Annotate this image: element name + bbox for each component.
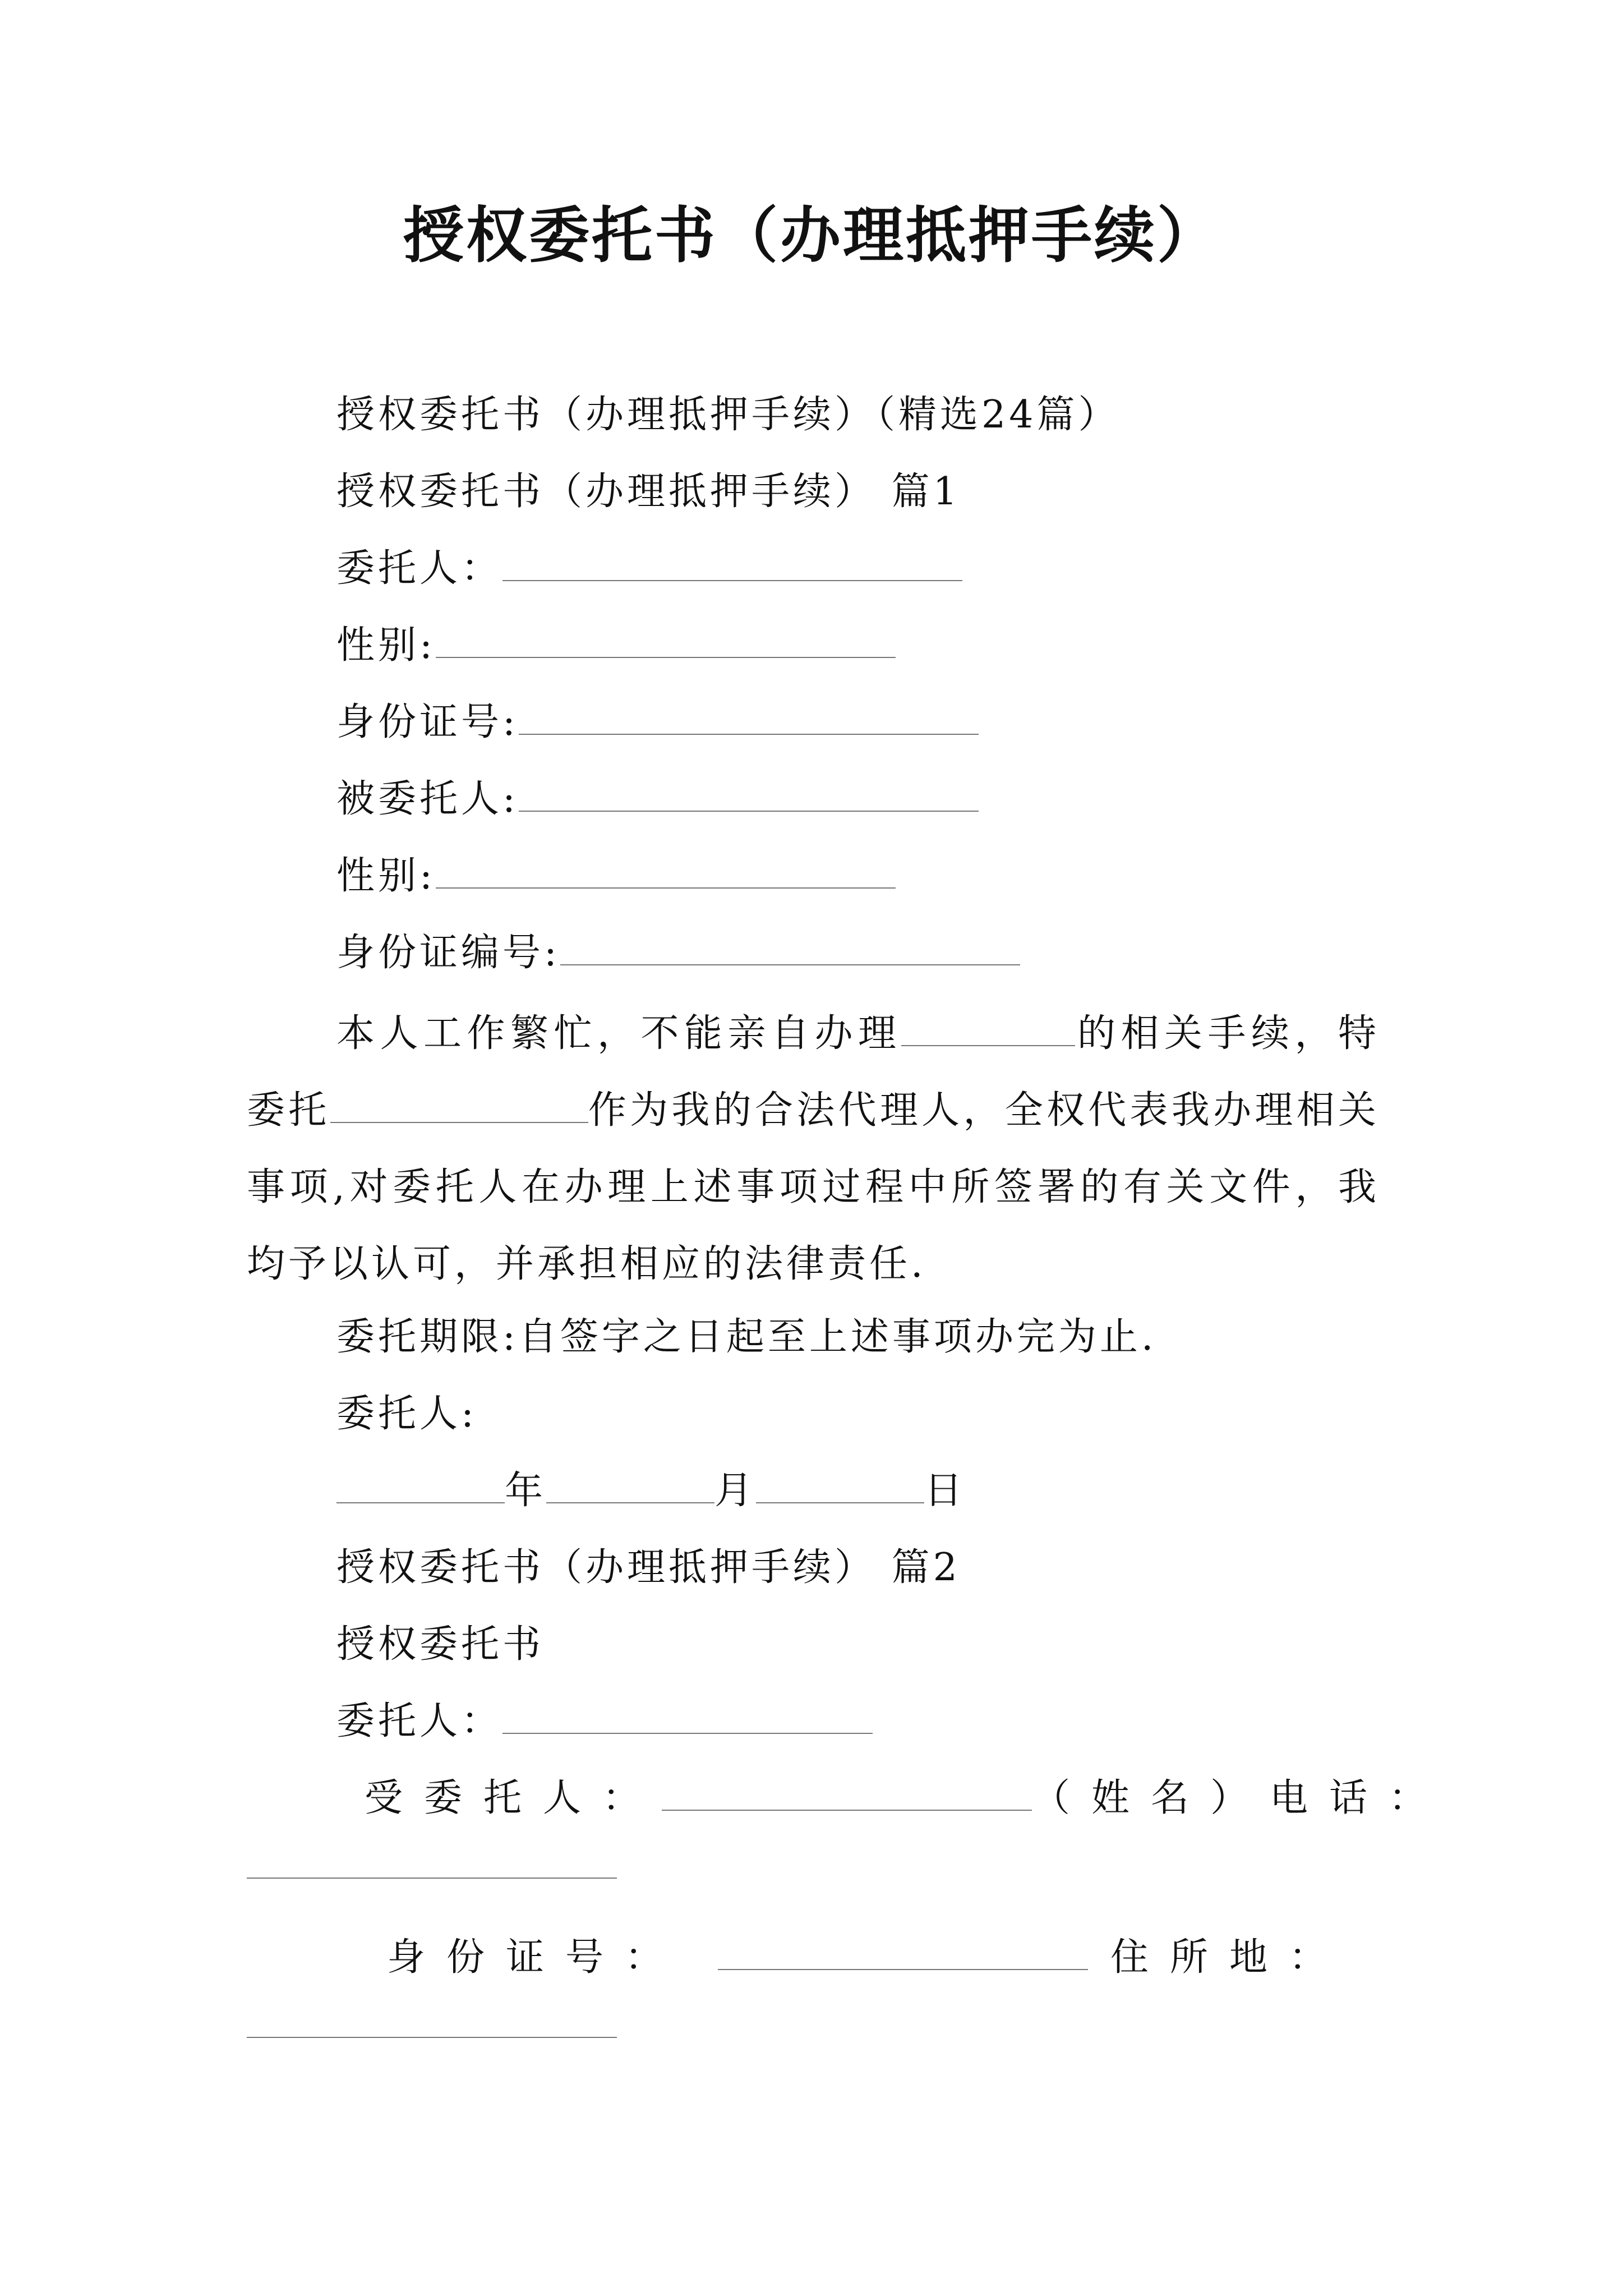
id-blank-1[interactable] — [519, 702, 979, 735]
section2-address-blank[interactable] — [247, 2005, 617, 2038]
section2-principal-field — [336, 1696, 873, 1747]
gender-blank-2[interactable] — [436, 856, 896, 889]
document-title: 授权委托书（办理抵押手续） — [403, 200, 1220, 271]
paragraph-part-2: 的相关手续，特委托 — [247, 1011, 1380, 1133]
section2-id-field — [387, 1932, 1348, 1983]
id-label-2: 身份证编号: — [336, 931, 560, 975]
section2-id-label: 身份证号： — [387, 1935, 685, 1980]
signature-label: 委托人: — [336, 1392, 477, 1436]
section2-principal-label: 委托人： — [336, 1699, 503, 1743]
authorization-paragraph — [247, 995, 1380, 1303]
section2-agent-field — [365, 1773, 1448, 1824]
agent-field — [336, 774, 979, 825]
day-label: 日 — [924, 1469, 966, 1513]
gender-blank-1[interactable] — [436, 625, 896, 658]
gender-field-1 — [336, 620, 896, 671]
id-blank-2[interactable] — [560, 933, 1020, 965]
year-label: 年 — [505, 1469, 547, 1513]
id-field-2 — [336, 928, 1020, 978]
month-label: 月 — [714, 1469, 757, 1513]
paragraph-part-3: 作为我的合法代理人，全权代表我办理相关事项,对委托人在办理上述事项过程中所签署的有关文件，我均予以认可，并承担相应的法律责任. — [247, 1088, 1380, 1286]
principal-field — [336, 544, 962, 594]
date-line — [336, 1466, 966, 1516]
term-line: 委托期限:自签字之日起至上述事项办完为止. — [336, 1315, 1157, 1359]
matter-blank[interactable] — [901, 1014, 1075, 1046]
year-blank[interactable] — [336, 1471, 505, 1503]
agent-blank[interactable] — [519, 779, 979, 812]
section2-doc-title: 授权委托书 — [336, 1622, 545, 1667]
section2-heading: 授权委托书（办理抵押手续） 篇2 — [336, 1545, 961, 1590]
section2-id-blank[interactable] — [718, 1938, 1088, 1970]
section2-phone-line — [247, 1841, 617, 1892]
gender-field-2 — [336, 851, 896, 901]
gender-label-2: 性别: — [336, 854, 436, 898]
month-blank[interactable] — [546, 1471, 714, 1503]
id-field-1 — [336, 697, 979, 748]
principal-label: 委托人： — [336, 546, 503, 591]
section2-address-label: 住所地： — [1110, 1935, 1349, 1980]
document-subtitle: 授权委托书（办理抵押手续）（精选24篇） — [336, 393, 1120, 437]
principal-blank[interactable] — [502, 549, 962, 581]
section2-agent-blank[interactable] — [662, 1778, 1032, 1811]
section2-principal-blank[interactable] — [502, 1701, 873, 1734]
paragraph-part-1: 本人工作繁忙，不能亲自办理 — [336, 1011, 902, 1056]
gender-label-1: 性别: — [336, 623, 436, 668]
section2-address-line — [247, 2000, 617, 2051]
section2-phone-blank[interactable] — [247, 1846, 617, 1879]
section1-heading: 授权委托书（办理抵押手续） 篇1 — [336, 470, 961, 514]
day-blank[interactable] — [756, 1471, 924, 1503]
id-label-1: 身份证号: — [336, 700, 519, 744]
delegate-blank[interactable] — [330, 1091, 588, 1123]
agent-label: 被委托人: — [336, 777, 519, 821]
section2-name-phone-label: （姓名）电话： — [1032, 1776, 1449, 1820]
section2-agent-label: 受委托人： — [365, 1776, 662, 1820]
